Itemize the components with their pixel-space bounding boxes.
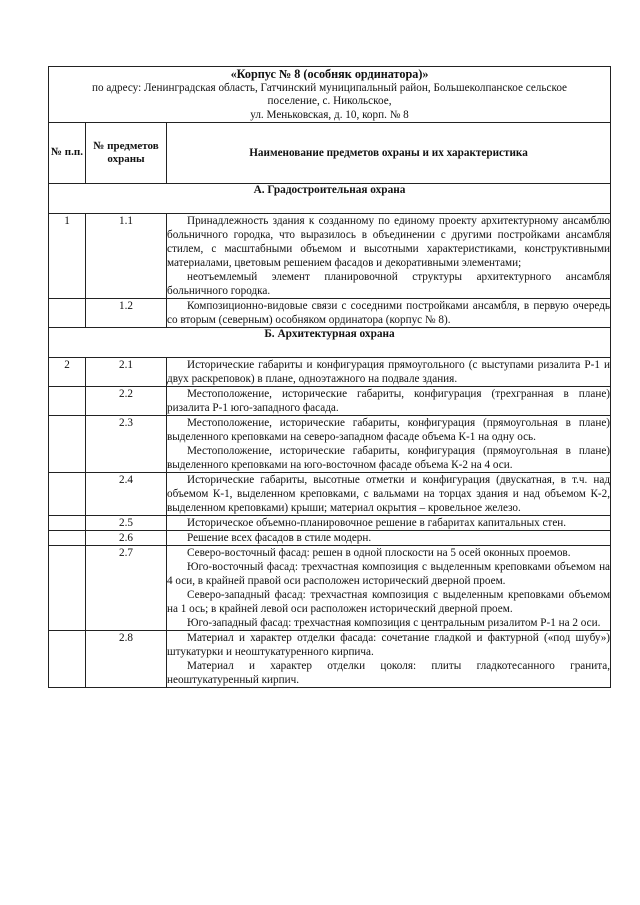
description-paragraph: Материал и характер отделки фасада: сочетание гладкой и фактурной («под шубу») штукатурки и неоштукатуренного кирпича. xyxy=(167,631,611,658)
description-paragraph: Историческое объемно-планировочное решение в габаритах капитальных стен. xyxy=(187,516,567,529)
description-paragraph: Исторические габариты, высотные отметки и конфигурация (двускатная, в т.ч. над объемом К-1, выделенном креповками, с вальмами на торцах здания и над объемом К-2, выделенном креповками) крыши; материал окрытия – кровельное железо. xyxy=(167,473,611,514)
row-number-empty xyxy=(49,530,86,545)
description-paragraph: Северо-восточный фасад: решен в одной плоскости на 5 осей оконных проемов. xyxy=(187,546,571,559)
row-number: 1 xyxy=(49,213,86,298)
description-paragraph: Местоположение, исторические габариты, конфигурация (прямоугольная в плане) выделенного креповками на юго-восточном фасаде объема К-2 на 4 оси. xyxy=(167,444,611,471)
item-code: 1.1 xyxy=(86,213,167,298)
table-row xyxy=(49,357,611,386)
description-paragraph: Материал и характер отделки цоколя: плиты гладкотесанного гранита, неоштукатуренный кирпич. xyxy=(167,659,611,686)
description-paragraph: Исторические габариты и конфигурация прямоугольного (с выступами ризалита Р-1 и двух раскреповок) в плане, одноэтажного на подвале здания. xyxy=(167,358,611,385)
section-title: А. Градостроительная охрана xyxy=(49,183,611,213)
item-code: 1.2 xyxy=(86,298,167,327)
address-line: поселение, с. Никольское, xyxy=(267,95,392,108)
row-number-empty xyxy=(49,545,86,630)
table-row xyxy=(49,530,611,545)
table-row xyxy=(49,386,611,415)
description-paragraph: Принадлежность здания к созданному по единому проекту архитектурному ансамблю больничного городка, что выразилось в объединении с другими постройками ансамбля стилем, с масштабными объемом и высотными характеристиками, конструктивными материалами, цветовым решением фасадов и декоративными элементами; xyxy=(167,214,611,269)
item-description xyxy=(167,630,611,687)
document-header xyxy=(49,67,611,123)
column-header-description: Наименование предметов охраны и их характеристика xyxy=(167,122,611,183)
row-number-empty xyxy=(49,386,86,415)
item-code: 2.1 xyxy=(86,357,167,386)
document-title: «Корпус № 8 (особняк ординатора)» xyxy=(230,67,429,81)
row-number-empty xyxy=(49,415,86,472)
column-header-item: № предметов охраны xyxy=(86,122,167,183)
item-description xyxy=(167,472,611,515)
row-number: 2 xyxy=(49,357,86,386)
table-row xyxy=(49,415,611,472)
item-code: 2.7 xyxy=(86,545,167,630)
table-row xyxy=(49,213,611,298)
description-paragraph: Северо-западный фасад: трехчастная композиция с выделенным креповками объемом на 1 ось; в крайней левой оси расположен исторический дверной проем. xyxy=(167,588,611,615)
section-row xyxy=(49,327,611,357)
table-row xyxy=(49,298,611,327)
item-code: 2.2 xyxy=(86,386,167,415)
item-code: 2.5 xyxy=(86,515,167,530)
column-header-row xyxy=(49,122,611,183)
description-paragraph: Местоположение, исторические габариты, конфигурация (прямоугольная в плане) выделенного креповками на северо-западном фасаде объема К-1 на одну ось. xyxy=(167,416,611,443)
row-number-empty xyxy=(49,298,86,327)
item-description xyxy=(167,515,611,530)
item-code: 2.8 xyxy=(86,630,167,687)
document-header-row xyxy=(49,67,611,123)
table-row xyxy=(49,515,611,530)
column-header-number: № п.п. xyxy=(49,122,86,183)
item-description xyxy=(167,213,611,298)
description-paragraph: Местоположение, исторические габариты, конфигурация (трехгранная в плане) ризалита Р-1 юго-западного фасада. xyxy=(167,387,611,414)
item-description xyxy=(167,530,611,545)
item-description xyxy=(167,386,611,415)
description-paragraph: Композиционно-видовые связи с соседними постройками ансамбля, в первую очередь со вторым (северным) особняком ординатора (корпус № 8). xyxy=(167,299,611,326)
description-paragraph: Решение всех фасадов в стиле модерн. xyxy=(187,531,372,544)
row-number-empty xyxy=(49,630,86,687)
item-code: 2.6 xyxy=(86,530,167,545)
row-number-empty xyxy=(49,515,86,530)
description-paragraph: Юго-восточный фасад: трехчастная композиция с выделенным креповками объемом на 4 оси, в крайней правой оси расположен исторический дверной проем. xyxy=(167,560,611,587)
description-paragraph: Юго-западный фасад: трехчастная композиция с центральным ризалитом Р-1 на 2 оси. xyxy=(187,616,601,629)
section-row xyxy=(49,183,611,213)
item-description xyxy=(167,545,611,630)
item-description xyxy=(167,357,611,386)
address-line: ул. Меньковская, д. 10, корп. № 8 xyxy=(250,108,409,121)
item-description xyxy=(167,298,611,327)
table-row xyxy=(49,472,611,515)
section-title: Б. Архитектурная охрана xyxy=(49,327,611,357)
item-code: 2.4 xyxy=(86,472,167,515)
item-description xyxy=(167,415,611,472)
row-number-empty xyxy=(49,472,86,515)
address-line: по адресу: Ленинградская область, Гатчинский муниципальный район, Большеколпанское сельское xyxy=(91,82,568,94)
table-row xyxy=(49,545,611,630)
item-code: 2.3 xyxy=(86,415,167,472)
table-row xyxy=(49,630,611,687)
description-paragraph: неотъемлемый элемент планировочной структуры архитектурного ансамбля больничного городка. xyxy=(167,270,611,297)
protection-items-table xyxy=(48,66,611,688)
